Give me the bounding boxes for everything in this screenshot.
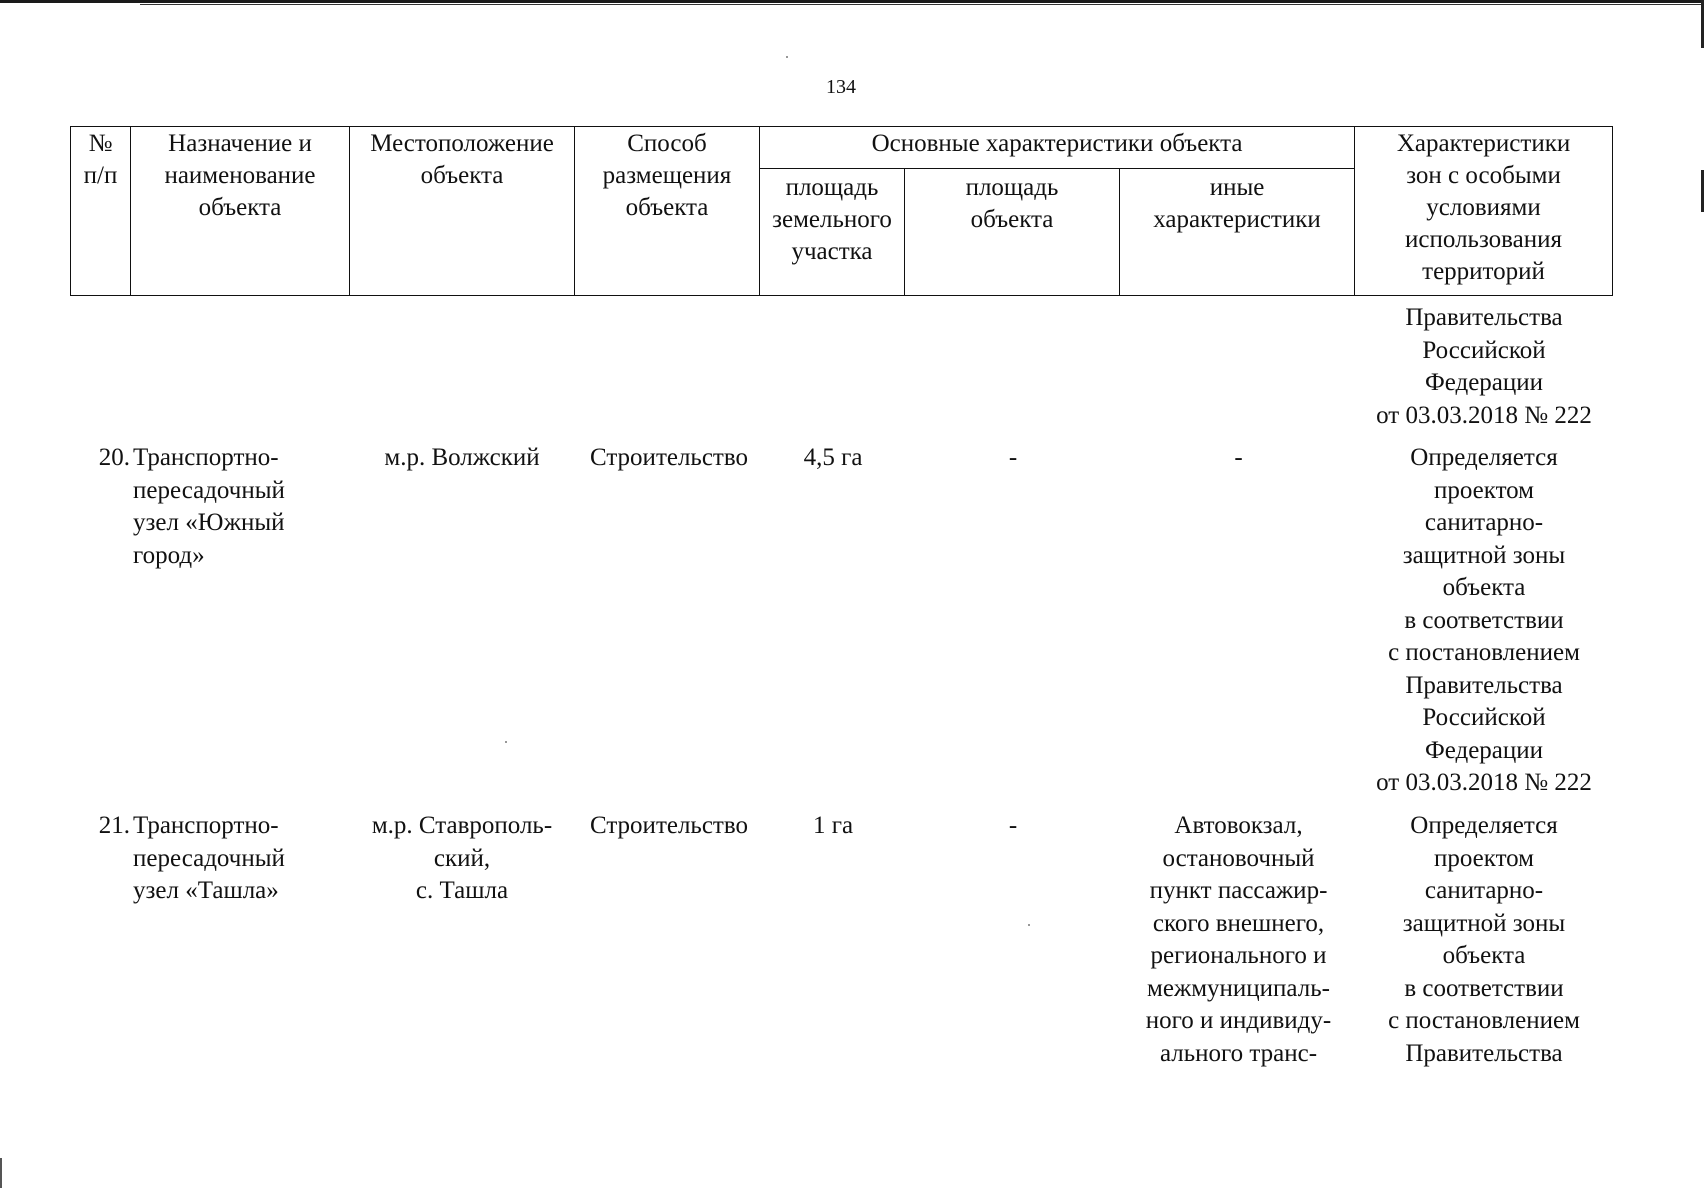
header-land-area: площадь земельного участка: [760, 169, 905, 296]
row-20-zones: Определяется проектом санитарно- защитной зоны объекта в соответствии с постановлением Правительства Российской Федерации от 03.03.2018 № 222: [1376, 444, 1592, 796]
scan-speck: [786, 56, 788, 58]
scan-top-border: [0, 0, 1704, 3]
row-20-land-area: 4,5 га: [803, 444, 863, 471]
row-21-land-area: 1 га: [812, 812, 854, 839]
row-20-method: Строительство: [589, 444, 748, 471]
header-location: Местоположение объекта: [350, 127, 575, 296]
row-21-method: Строительство: [589, 812, 748, 839]
row-20-other: -: [1234, 444, 1243, 471]
row-21-zones: Определяется проектом санитарно- защитной зоны объекта в соответствии с постановлением Правительства: [1388, 812, 1580, 1067]
row-21-other: Автовокзал, остановочный пункт пассажир- ского внешнего, регионального и межмуниципаль- ного и индивиду- ального транс-: [1145, 812, 1332, 1067]
zones-continuation: Правительства Российской Федерации от 03.03.2018 № 222: [1376, 304, 1592, 429]
scan-speck: [505, 741, 507, 743]
row-21-object-area: -: [1008, 812, 1018, 839]
row-21-name: Транспортно- пересадочный узел «Ташла»: [133, 812, 285, 904]
header-number: № п/п: [71, 127, 131, 296]
page-number: 134: [826, 76, 856, 98]
row-20-location: м.р. Волжский: [384, 444, 540, 471]
header-group-characteristics: Основные характеристики объекта: [760, 127, 1355, 169]
row-20-name: Транспортно- пересадочный узел «Южный город»: [133, 444, 285, 569]
header-zones: Характеристики зон с особыми условиями использования территорий: [1355, 127, 1613, 296]
row-21-number: 21.: [98, 812, 130, 839]
row-21-location: м.р. Ставрополь- ский, с. Ташла: [371, 812, 553, 904]
header-other: иные характеристики: [1120, 169, 1355, 296]
header-object-area: площадь объекта: [905, 169, 1120, 296]
row-20-number: 20.: [98, 444, 130, 471]
header-name: Назначение и наименование объекта: [131, 127, 350, 296]
header-method: Способ размещения объекта: [575, 127, 760, 296]
scan-top-border-thin: [140, 4, 1704, 5]
row-20-object-area: -: [1008, 444, 1018, 471]
table-header: [70, 126, 1613, 296]
scan-left-edge-mark: [0, 1158, 2, 1188]
scan-speck: [1028, 924, 1030, 926]
